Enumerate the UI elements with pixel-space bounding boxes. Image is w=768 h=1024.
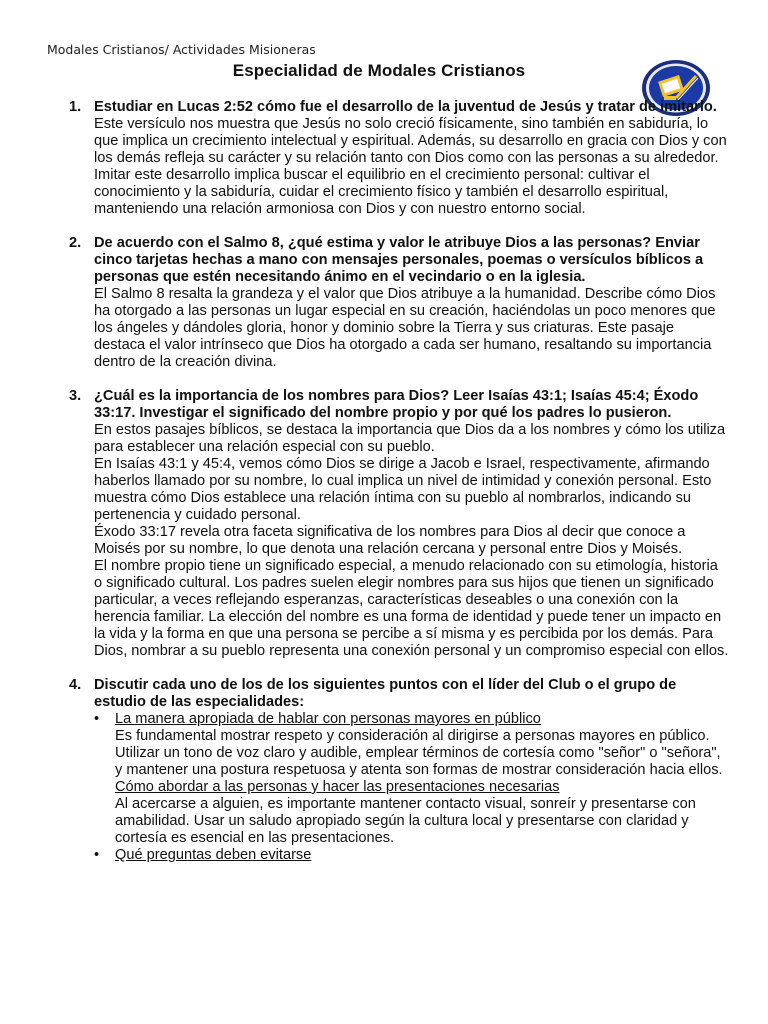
item-question: De acuerdo con el Salmo 8, ¿qué estima y valor le atribuye Dios a las personas? Enviar cinco tarjetas hechas a mano con mensajes personales, poemas o versículos bíblicos a personas que estén necesitando ánimo en el vecindario o en la iglesia. bbox=[94, 235, 704, 285]
answer-paragraph: En estos pasajes bíblicos, se destaca la importancia que Dios da a los nombres y cómo los utiliza para establecer una relación especial con su pueblo. bbox=[94, 422, 726, 455]
answer-paragraph: En Isaías 43:1 y 45:4, vemos cómo Dios se dirige a Jacob e Israel, respectivamente, afirmando haberlos llamado por su nombre, lo cual implica un nivel de intimidad y conexión personal. Esto muestra cómo Dios establece una relación íntima con su pueblo al nombrarlos, indicando su pertenencia y cuidado personal. bbox=[94, 456, 712, 523]
bullet-heading: La manera apropiada de hablar con personas mayores en público bbox=[115, 711, 541, 727]
bullet-heading: Qué preguntas deben evitarse bbox=[115, 847, 312, 863]
answer-paragraph: Imitar este desarrollo implica buscar el equilibrio en el crecimiento personal: cultivar el conocimiento y la sabiduría, cuidar el crecimiento físico y también el desarrollo espiritual, manteniendo una relación armoniosa con Dios y con nuestro entorno social. bbox=[94, 167, 669, 217]
bullet-item bbox=[94, 711, 729, 847]
item-question: ¿Cuál es la importancia de los nombres para Dios? Leer Isaías 43:1; Isaías 45:4; Éxodo 33:17. Investigar el significado del nombre propio y por qué los padres lo pusieron. bbox=[94, 388, 699, 421]
list-item bbox=[69, 388, 729, 660]
bullet-icon: • bbox=[94, 711, 100, 727]
answer-paragraph: Éxodo 33:17 revela otra faceta significativa de los nombres para Dios al decir que conoce a Moisés por su nombre, lo que denota una relación cercana y personal entre Dios y Moisés. bbox=[94, 524, 686, 557]
answer-paragraph: El Salmo 8 resalta la grandeza y el valor que Dios atribuye a la humanidad. Describe cómo Dios ha otorgado a las personas un lugar especial en su creación, haciéndolas un poco menores que los ángeles y dándoles gloria, honor y dominio sobre la Tierra y sus criaturas. Este pasaje destaca el valor intrínseco que Dios ha otorgado a cada ser humano, resaltando su importancia dentro de la creación divina. bbox=[94, 286, 716, 370]
title-text: Especialidad de Modales Cristianos bbox=[232, 61, 526, 80]
list-item bbox=[69, 235, 729, 371]
item-number: 2. bbox=[69, 235, 82, 251]
document-body bbox=[69, 99, 729, 881]
item-answer bbox=[94, 286, 729, 371]
answer-paragraph: El nombre propio tiene un significado especial, a menudo relacionado con su etimología, historia o significado cultural. Los padres suelen elegir nombres para sus hijos que tienen un significado particular, a veces reflejando esperanzas, características deseables o una conexión con la herencia familiar. La elección del nombre es una forma de identidad y puede tener un impacto en la vida y la forma en que una persona se percibe a sí misma y es percibida por los demás. Para Dios, nombrar a su pueblo representa una conexión personal y un compromiso especial con ellos. bbox=[94, 558, 729, 659]
bullet-item bbox=[94, 847, 729, 864]
list-item bbox=[69, 677, 729, 864]
item-number: 1. bbox=[69, 99, 82, 115]
item-question: Discutir cada uno de los de los siguientes puntos con el líder del Club o el grupo de estudio de las especialidades: bbox=[94, 677, 677, 710]
bullet-list bbox=[94, 711, 729, 864]
running-header: Modales Cristianos/ Actividades Misioneras bbox=[47, 42, 316, 57]
bullet-body bbox=[115, 728, 729, 847]
list-item bbox=[69, 99, 729, 218]
item-number: 4. bbox=[69, 677, 82, 693]
item-question: Estudiar en Lucas 2:52 cómo fue el desarrollo de la juventud de Jesús y tratar de imitarlo. bbox=[94, 99, 717, 115]
bullet-icon: • bbox=[94, 847, 100, 863]
item-answer bbox=[94, 422, 729, 660]
item-number: 3. bbox=[69, 388, 82, 404]
bullet-subheading: Cómo abordar a las personas y hacer las presentaciones necesarias bbox=[115, 779, 560, 795]
answer-paragraph: Este versículo nos muestra que Jesús no solo creció físicamente, sino también en sabiduría, lo que implica un crecimiento intelectual y espiritual. Además, su desarrollo en gracia con Dios y con los demás refleja su carácter y su relación tanto con Dios como con las personas a su alrededor. bbox=[94, 116, 727, 166]
bullet-paragraph: Al acercarse a alguien, es importante mantener contacto visual, sonreír y presentarse con amabilidad. Usar un saludo apropiado según la cultura local y presentarse con claridad y cortesía es esencial en las presentaciones. bbox=[115, 796, 696, 846]
bullet-paragraph: Es fundamental mostrar respeto y consideración al dirigirse a personas mayores en público. Utilizar un tono de voz claro y audible, emplear términos de cortesía como "señor" o "señora", y mantener una postura respetuosa y atenta son formas de mostrar consideración hacia ellos. bbox=[115, 728, 723, 778]
item-answer bbox=[94, 116, 729, 218]
